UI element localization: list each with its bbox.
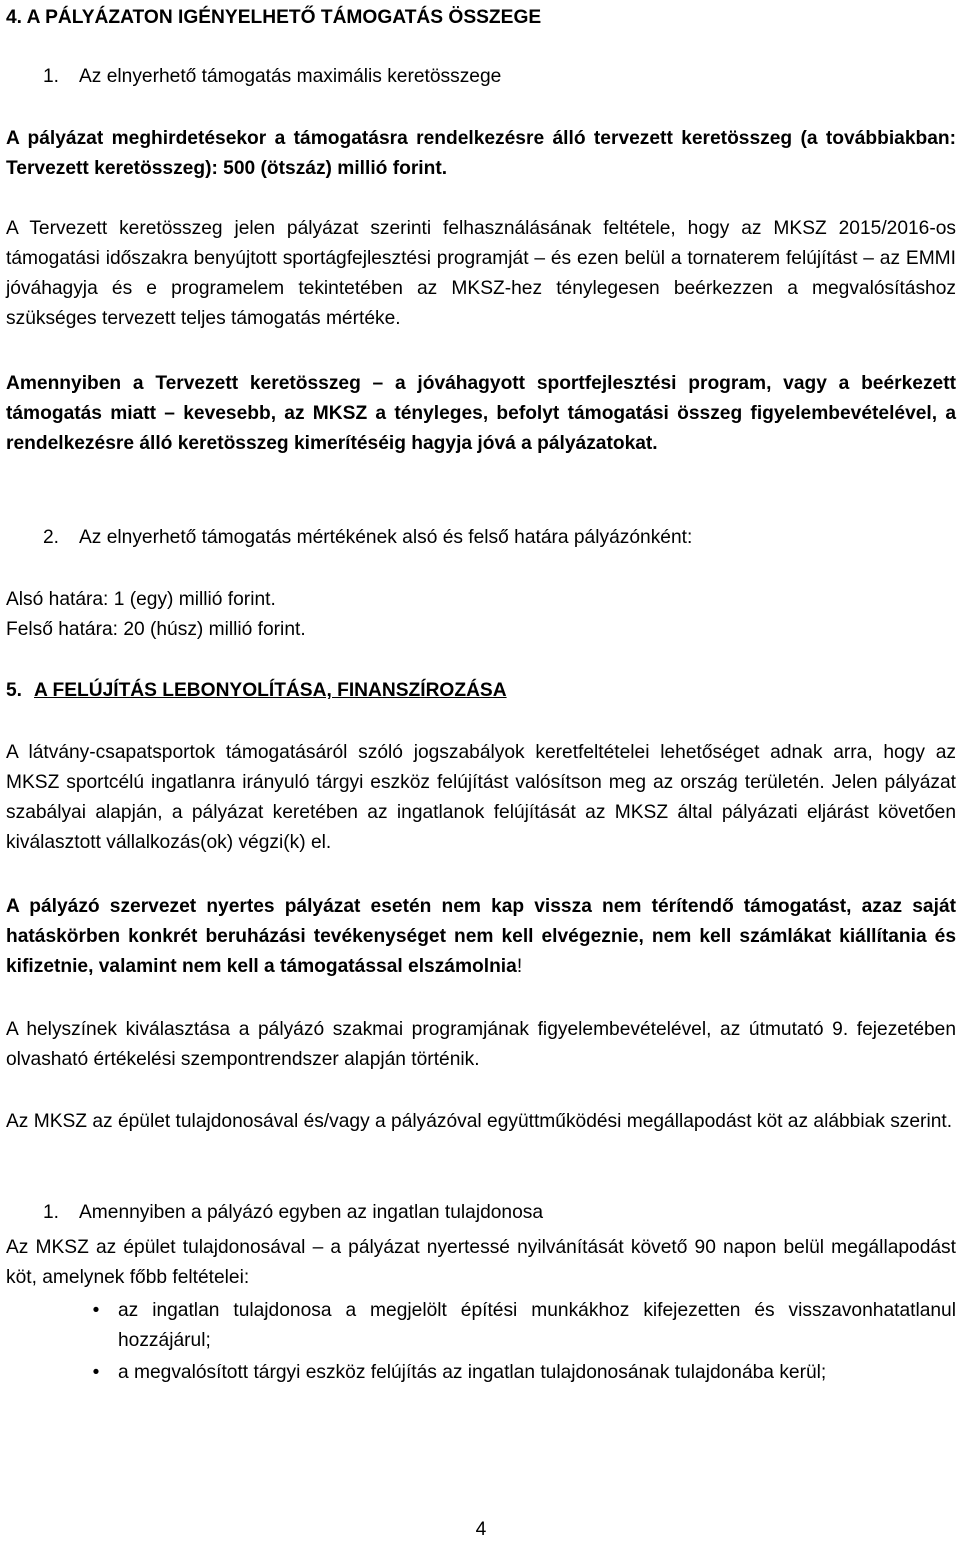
item-text: Az elnyerhető támogatás mértékének alsó és felső határa pályázónként: [79,527,693,548]
bullet-icon: • [92,1300,100,1321]
section-4-item-2 [6,523,956,553]
upper-limit: Felső határa: 20 (húsz) millió forint. [6,619,306,640]
document-page [6,0,956,1541]
item-text: Az elnyerhető támogatás maximális keretösszege [79,66,502,87]
owner-agreement-paragraph: Az MKSZ az épület tulajdonosával – a pályázat nyertessé nyilvánítását követő 90 napon belül megállapodást köt, amelynek főbb feltételei: [6,1237,956,1288]
no-grant-end: ! [516,956,523,977]
section-5-heading [6,676,956,706]
reduced-budget-paragraph: Amennyiben a Tervezett keretösszeg – a jóváhagyott sportfejlesztési program, vagy a beérkezett támogatás miatt – kevesebb, az MKSZ a tényleges, befolyt támogatási összeg figyelembevételével, a rendelkezésre álló keretösszeg kimerítéséig hagyja jóvá a pályázatokat. [6,373,956,454]
item-text: Amennyiben a pályázó egyben az ingatlan tulajdonosa [79,1202,544,1223]
agreement-paragraph: Az MKSZ az épület tulajdonosával és/vagy a pályázóval együttműködési megállapodást köt az alábbiak szerint. [6,1111,953,1132]
section-5-item-1 [6,1198,956,1228]
legal-framework-paragraph: A látvány-csapatsportok támogatásáról szóló jogszabályok keretfeltételei lehetőséget adnak arra, hogy az MKSZ sportcélú ingatlanra irányuló tárgyi eszköz felújítást valósítson meg az ország területén. Jelen pályázat szabályai alapján, a pályázat keretében az ingatlanok felújítását az MKSZ által pályázati eljárást követően kiválasztott vállalkozás(ok) végzi(k) el. [6,742,956,853]
list-item-text: a megvalósított tárgyi eszköz felújítás az ingatlan tulajdonosának tulajdonába kerül; [118,1362,827,1383]
no-grant-bold-text: A pályázó szervezet nyertes pályázat esetén nem kap vissza nem térítendő támogatást, azaz saját hatáskörben konkrét beruházási tevékenységet nem kell elvégeznie, nem kell számlákat kiállítania és kifizetnie, valamint nem kell a támogatással elszámolnia [6,896,956,977]
lower-limit: Alsó határa: 1 (egy) millió forint. [6,589,276,610]
no-grant-paragraph [6,892,956,982]
item-number: 1. [43,1202,60,1223]
max-budget-paragraph: A pályázat meghirdetésekor a támogatásra rendelkezésre álló tervezett keretösszeg (a továbbiakban: Tervezett keretösszeg): 500 (ötszáz) millió forint. [6,128,956,179]
site-selection-paragraph: A helyszínek kiválasztása a pályázó szakmai programjának figyelembevételével, az útmutató 9. fejezetében olvasható értékelési szempontrendszer alapján történik. [6,1019,956,1070]
page-number: 4 [475,1519,487,1540]
bullet-icon: • [92,1362,100,1383]
heading-text: A FELÚJÍTÁS LEBONYOLÍTÁSA, FINANSZÍROZÁSA [34,680,507,701]
list-item-text: az ingatlan tulajdonosa a megjelölt építési munkákhoz kifejezetten és visszavonhatatlanul hozzájárul; [118,1300,956,1351]
condition-paragraph: A Tervezett keretösszeg jelen pályázat szerinti felhasználásának feltétele, hogy az MKSZ 2015/2016-os támogatási időszakra benyújtott sportágfejlesztési programját – és ezen belül a tornaterem felújítást – az EMMI jóváhagyja és e programelem tekintetében az MKSZ-hez ténylegesen beérkezzen a megvalósításhoz szükséges tervezett teljes támogatás mértéke. [6,218,956,329]
section-4-item-1 [6,62,956,92]
section-4-heading: 4. A PÁLYÁZATON IGÉNYELHETŐ TÁMOGATÁS ÖSSZEGE [6,7,542,28]
item-number: 1. [43,66,60,87]
heading-number: 5. [6,680,23,701]
item-number: 2. [43,527,60,548]
